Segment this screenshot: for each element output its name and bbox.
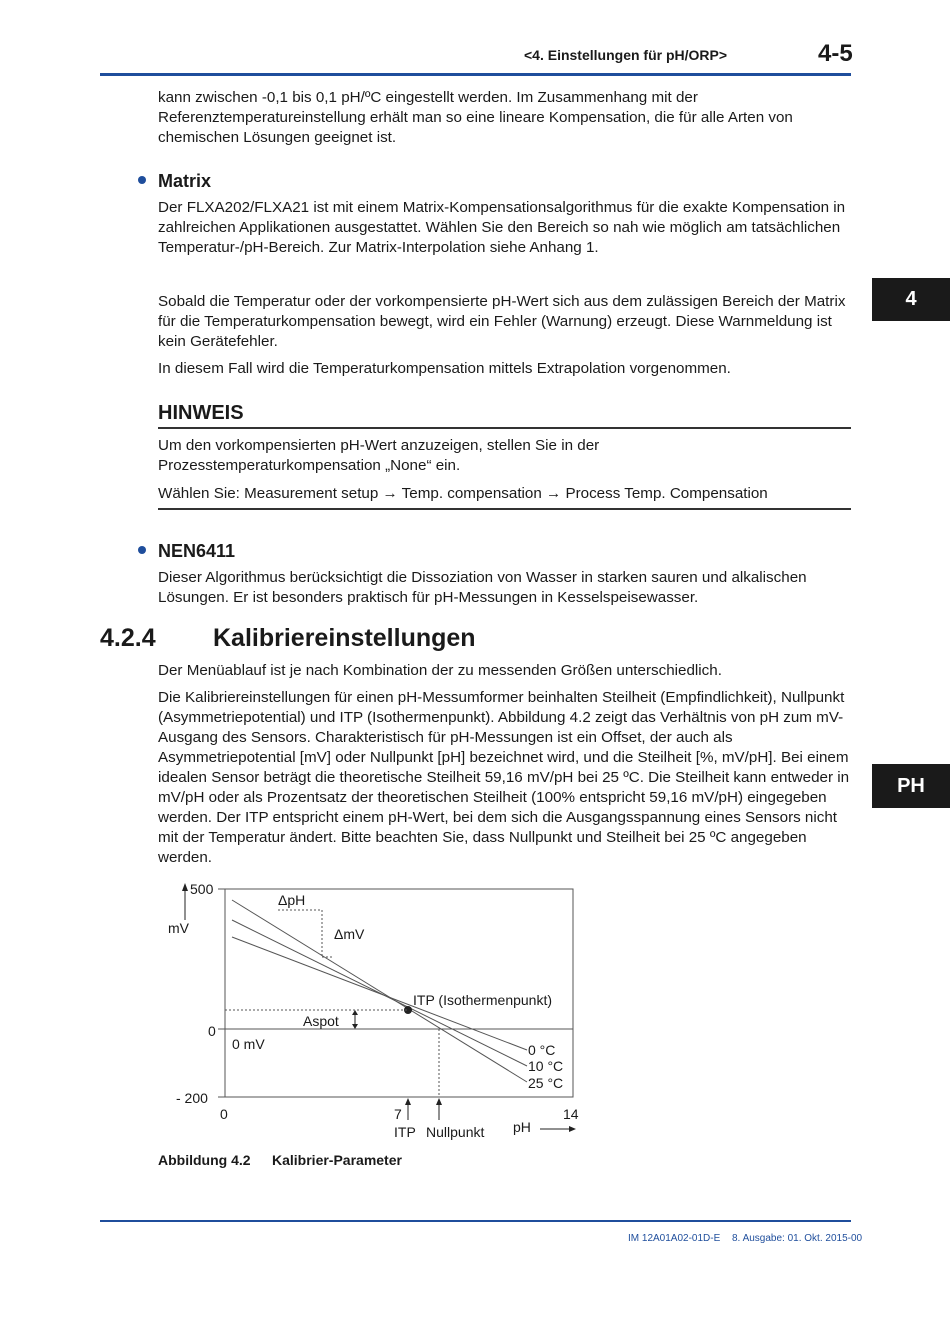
x-axis-label: pH — [513, 1119, 531, 1135]
section-number: 4.2.4 — [100, 624, 156, 652]
delta-mv-label: ΔmV — [334, 926, 365, 942]
section-paragraph-1: Der Menüablauf ist je nach Kombination der zu messenden Größen unterschiedlich. — [158, 662, 722, 679]
y-tick-label-500: 500 — [190, 881, 214, 897]
temp-label-25c: 25 °C — [528, 1075, 564, 1091]
temp-label-0c: 0 °C — [528, 1042, 556, 1058]
calibration-figure — [150, 870, 610, 1145]
temp-label-10c: 10 °C — [528, 1058, 564, 1074]
section-paragraph-2: Die Kalibriereinstellungen für einen pH-Messumformer beinhalten Steilheit (Empfindlichkeit), Nullpunkt (Asymmetriepotential) und ITP (Isothermenpunkt). Abbildung 4.2 zeigt das Verhältnis von pH zum mV-Ausgang des Sensors. Charakteristisch für pH-Messungen ist ein Offset, der auch als Asymmetriepotential [mV] oder Nullpunkt [pH] bezeichnet wird, und die Steilheit [%, mV/pH]. Bei einem idealen Sensor beträgt die theoretische Steilheit 59,16 mV/pH bei 25 ºC. Die Steilheit kann entweder in mV/pH oder als Prozentsatz der theoretischen Steilheit (100% entspricht 59,16 mV/pH) eingegeben werden. Der ITP entspricht einem pH-Wert, bei dem sich die Ausgangsspannung eines Sensors nicht mit der Temperatur ändert. Bitte beachten Sie, dass Nullpunkt und Steilheit bei 25 ºC angegeben werden. — [158, 689, 850, 866]
aspot-label: Aspot — [303, 1013, 339, 1029]
intro-paragraph: kann zwischen -0,1 bis 0,1 pH/ºC eingestellt werden. Im Zusammenhang mit der Referenztemperatureinstellung erhält man so eine lineare Kompensation, die für alle Arten von chemischen Lösungen geeignet ist. — [158, 89, 793, 146]
section-title: Kalibriereinstellungen — [213, 624, 476, 652]
y-tick-label-0: 0 — [208, 1023, 216, 1039]
nullpunkt-marker-label: Nullpunkt — [426, 1124, 485, 1140]
line-25c — [232, 900, 527, 1082]
footer-doc-id: IM 12A01A02-01D-E — [628, 1233, 721, 1244]
hinweis-line-2: Wählen Sie: Measurement setup → Temp. compensation → Process Temp. Compensation — [158, 485, 768, 502]
zero-mv-label: 0 mV — [232, 1036, 265, 1052]
aspot-arrow-up-icon — [352, 1010, 358, 1015]
matrix-heading: Matrix — [138, 171, 211, 192]
delta-ph-label: ΔpH — [278, 892, 306, 908]
y-tick-label-minus200: - 200 — [176, 1090, 208, 1106]
bullet-icon — [138, 546, 146, 554]
x-tick-label-14: 14 — [563, 1106, 579, 1122]
hinweis-title: HINWEIS — [158, 402, 244, 424]
figure-caption-number: Abbildung 4.2 — [158, 1152, 251, 1168]
delta-helper-lines — [278, 910, 322, 957]
nullpunkt-marker-arrow-icon — [436, 1098, 442, 1105]
header-page-number: 4-5 — [818, 40, 853, 67]
itp-marker-label: ITP — [394, 1124, 416, 1140]
header-rule — [100, 73, 851, 76]
nen-paragraph: Dieser Algorithmus berücksichtigt die Dissoziation von Wasser in starken sauren und alkalischen Lösungen. Er ist besonders praktisch für pH-Messungen in Kesselspeisewasser. — [158, 569, 807, 606]
matrix-paragraph-2: Sobald die Temperatur oder der vorkompensierte pH-Wert sich aus dem zulässigen Bereich der Matrix für die Temperaturkompensation bewegt, wird ein Fehler (Warnung) erzeugt. Diese Warnmeldung ist kein Gerätefehler. — [158, 293, 846, 350]
aspot-arrow-down-icon — [352, 1024, 358, 1029]
nen-heading: NEN6411 — [138, 541, 235, 562]
itp-label: ITP (Isothermenpunkt) — [413, 992, 553, 1008]
x-tick-label-7: 7 — [394, 1106, 402, 1122]
hinweis-line-1: Um den vorkompensierten pH-Wert anzuzeigen, stellen Sie in der Prozesstemperaturkompensation „None“ ein. — [158, 437, 600, 474]
mv-arrow-head-icon — [182, 883, 188, 891]
figure-caption-title: Kalibrier-Parameter — [272, 1152, 402, 1168]
matrix-paragraph-3: In diesem Fall wird die Temperaturkompensation mittels Extrapolation vorgenommen. — [158, 360, 731, 377]
hinweis-top-rule — [158, 427, 851, 429]
header-chapter-title: <4. Einstellungen für pH/ORP> — [524, 47, 728, 63]
footer-rule — [100, 1220, 851, 1222]
footer-edition: 8. Ausgabe: 01. Okt. 2015-00 — [732, 1233, 863, 1244]
matrix-paragraph-1: Der FLXA202/FLXA21 ist mit einem Matrix-Kompensationsalgorithmus für die exakte Kompensation in zahlreichen Applikationen ausgestattet. Wählen Sie den Bereich so nah wie möglich am tatsächlichen Temperatur-/pH-Bereich. Zur Matrix-Interpolation siehe Anhang 1. — [158, 199, 846, 256]
ph-arrow-head-icon — [569, 1126, 576, 1132]
hinweis-bottom-rule — [158, 508, 851, 510]
section-tab: PH — [872, 764, 950, 808]
chapter-tab: 4 — [872, 278, 950, 321]
itp-marker-arrow-icon — [405, 1098, 411, 1105]
x-tick-label-0: 0 — [220, 1106, 228, 1122]
bullet-icon — [138, 176, 146, 184]
y-axis-label: mV — [168, 920, 189, 936]
